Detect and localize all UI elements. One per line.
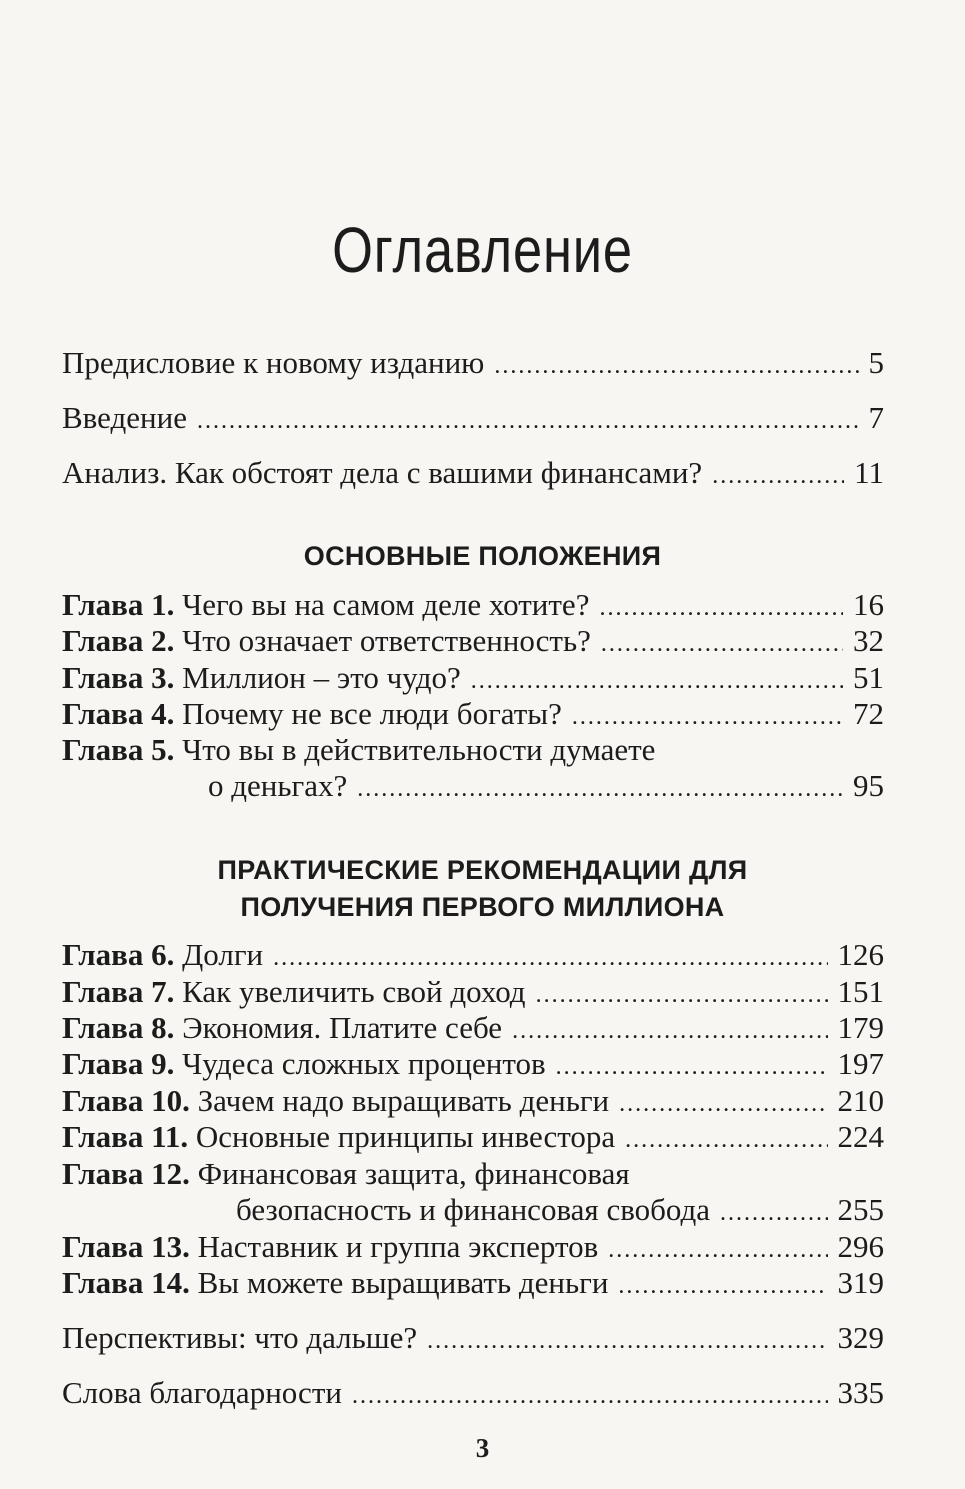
leader-dots	[556, 1049, 828, 1085]
toc-entry-page: 335	[837, 1375, 884, 1410]
toc-entry[interactable]	[62, 1083, 884, 1122]
chapter-title: Финансовая защита, финансовая	[197, 1156, 630, 1191]
toc-entry-label	[62, 974, 526, 1010]
toc-entry-label: Предисловие к новому изданию	[62, 345, 485, 380]
chapter-title: Что вы в действительности думаете	[182, 732, 656, 767]
toc-entry[interactable]	[62, 1010, 884, 1049]
toc-entry[interactable]	[62, 587, 884, 626]
toc-entry[interactable]	[62, 400, 884, 439]
toc-entry[interactable]	[62, 660, 884, 699]
toc-entry[interactable]	[62, 1229, 884, 1268]
section-heading-line2: ПОЛУЧЕНИЯ ПЕРВОГО МИЛЛИОНА	[240, 892, 725, 922]
section-heading: ПРАКТИЧЕСКИЕ РЕКОМЕНДАЦИИ ДЛЯ	[217, 855, 748, 885]
chapter-number: Глава 5.	[62, 732, 175, 767]
chapter-number: Глава 1.	[62, 587, 175, 622]
chapter-number: Глава 14.	[62, 1265, 190, 1300]
leader-dots	[427, 1323, 827, 1359]
toc-entry[interactable]	[62, 345, 884, 384]
chapter-title: Миллион – это чудо?	[182, 660, 461, 695]
toc-entry-label	[62, 937, 263, 973]
leader-dots	[352, 1378, 828, 1414]
leader-dots	[536, 977, 828, 1013]
chapter-number: Глава 8.	[62, 1010, 175, 1045]
chapter-number: Глава 9.	[62, 1046, 175, 1081]
leader-dots	[712, 458, 844, 494]
chapter-title: Чего вы на самом деле хотите?	[182, 587, 590, 622]
toc-entry-page: 296	[837, 1229, 884, 1264]
toc-entry-page: 197	[837, 1046, 884, 1081]
chapter-number: Глава 7.	[62, 974, 175, 1009]
leader-dots	[601, 626, 843, 662]
toc-entry[interactable]	[62, 1320, 884, 1359]
toc-entry-page: 255	[837, 1192, 884, 1227]
toc-entry-page: 210	[837, 1083, 884, 1118]
toc-entry[interactable]	[62, 623, 884, 662]
chapter-title-cont: безопасность и финансовая свобода	[236, 1192, 711, 1227]
toc-entry-label: Анализ. Как обстоят дела с вашими финансами?	[62, 455, 703, 490]
toc-entry-label	[62, 1083, 609, 1119]
toc-entry-label	[62, 660, 461, 696]
chapter-number: Глава 13.	[62, 1229, 190, 1264]
toc-entry-page: 151	[837, 974, 884, 1009]
chapter-number: Глава 2.	[62, 623, 175, 658]
toc-entry-page: 224	[837, 1119, 884, 1154]
leader-dots	[619, 1086, 827, 1122]
toc-entry-page: 126	[837, 937, 884, 972]
toc-entry-page: 5	[868, 345, 884, 380]
toc-entry-page: 95	[853, 768, 884, 803]
toc-entry-page: 51	[853, 660, 884, 695]
toc-entry-label	[62, 1010, 502, 1046]
leader-dots	[494, 348, 858, 384]
toc-entry[interactable]	[62, 455, 884, 494]
chapter-title: Зачем надо выращивать деньги	[197, 1083, 610, 1118]
toc-entry-page: 319	[837, 1265, 884, 1300]
toc-entry-label	[62, 1229, 598, 1265]
toc-entry-page: 16	[853, 587, 884, 622]
toc-entry[interactable]	[62, 1119, 884, 1158]
leader-dots	[471, 663, 843, 699]
toc-entry-label	[62, 1119, 615, 1155]
leader-dots	[512, 1013, 827, 1049]
leader-dots	[572, 699, 843, 735]
toc-entry-page: 32	[853, 623, 884, 658]
toc-entry-continuation[interactable]	[62, 768, 884, 807]
toc-entry-page: 7	[868, 400, 884, 435]
chapter-number: Глава 3.	[62, 660, 175, 695]
toc-entry-label	[62, 696, 562, 732]
toc-entry-page: 179	[837, 1010, 884, 1045]
leader-dots	[608, 1232, 827, 1268]
toc-entry-label: Перспективы: что дальше?	[62, 1320, 418, 1355]
chapter-title: Вы можете выращивать деньги	[197, 1265, 609, 1300]
leader-dots	[720, 1195, 827, 1231]
chapter-title: Почему не все люди богаты?	[182, 696, 562, 731]
toc-entry-page: 11	[854, 455, 884, 490]
toc-entry-continuation[interactable]	[62, 1192, 884, 1231]
chapter-number: Глава 4.	[62, 696, 175, 731]
toc-entry-label	[62, 1265, 608, 1301]
chapter-title: Основные принципы инвестора	[195, 1119, 616, 1154]
toc-entry[interactable]	[62, 732, 884, 768]
leader-dots	[273, 940, 827, 976]
toc-entry-page: 329	[837, 1320, 884, 1355]
chapter-number: Глава 12.	[62, 1156, 190, 1191]
toc-entry[interactable]	[62, 1046, 884, 1085]
toc-entry-page: 72	[853, 696, 884, 731]
toc-entry-label	[62, 623, 591, 659]
toc-entry[interactable]	[62, 1375, 884, 1414]
chapter-title: Экономия. Платите себе	[182, 1010, 503, 1045]
page-title: Оглавление	[332, 213, 633, 286]
chapter-number: Глава 6.	[62, 937, 175, 972]
leader-dots	[618, 1268, 827, 1304]
toc-entry[interactable]	[62, 1265, 884, 1304]
toc-entry[interactable]	[62, 1156, 884, 1192]
toc-entry-label	[62, 1046, 546, 1082]
toc-entry-label	[62, 587, 589, 623]
leader-dots	[357, 771, 843, 807]
toc-entry-label: Слова благодарности	[62, 1375, 342, 1410]
chapter-title: Долги	[182, 937, 264, 972]
chapter-title: Наставник и группа экспертов	[197, 1229, 599, 1264]
chapter-number: Глава 11.	[62, 1119, 189, 1154]
leader-dots	[599, 590, 843, 626]
chapter-title: Как увеличить свой доход	[182, 974, 526, 1009]
chapter-title: Что означает ответственность?	[182, 623, 591, 658]
toc-entry-label	[62, 1156, 630, 1192]
chapter-number: Глава 10.	[62, 1083, 190, 1118]
chapter-title: Чудеса сложных процентов	[182, 1046, 546, 1081]
toc-entry-label: Введение	[62, 400, 187, 435]
toc-entry[interactable]	[62, 696, 884, 735]
toc-entry[interactable]	[62, 937, 884, 976]
leader-dots	[625, 1122, 827, 1158]
toc-entry-label	[62, 732, 655, 768]
chapter-title-cont: о деньгах?	[208, 768, 348, 803]
leader-dots	[197, 403, 859, 439]
page-number: 3	[475, 1433, 490, 1463]
section-heading: ОСНОВНЫЕ ПОЛОЖЕНИЯ	[303, 541, 662, 571]
toc-entry[interactable]	[62, 974, 884, 1013]
